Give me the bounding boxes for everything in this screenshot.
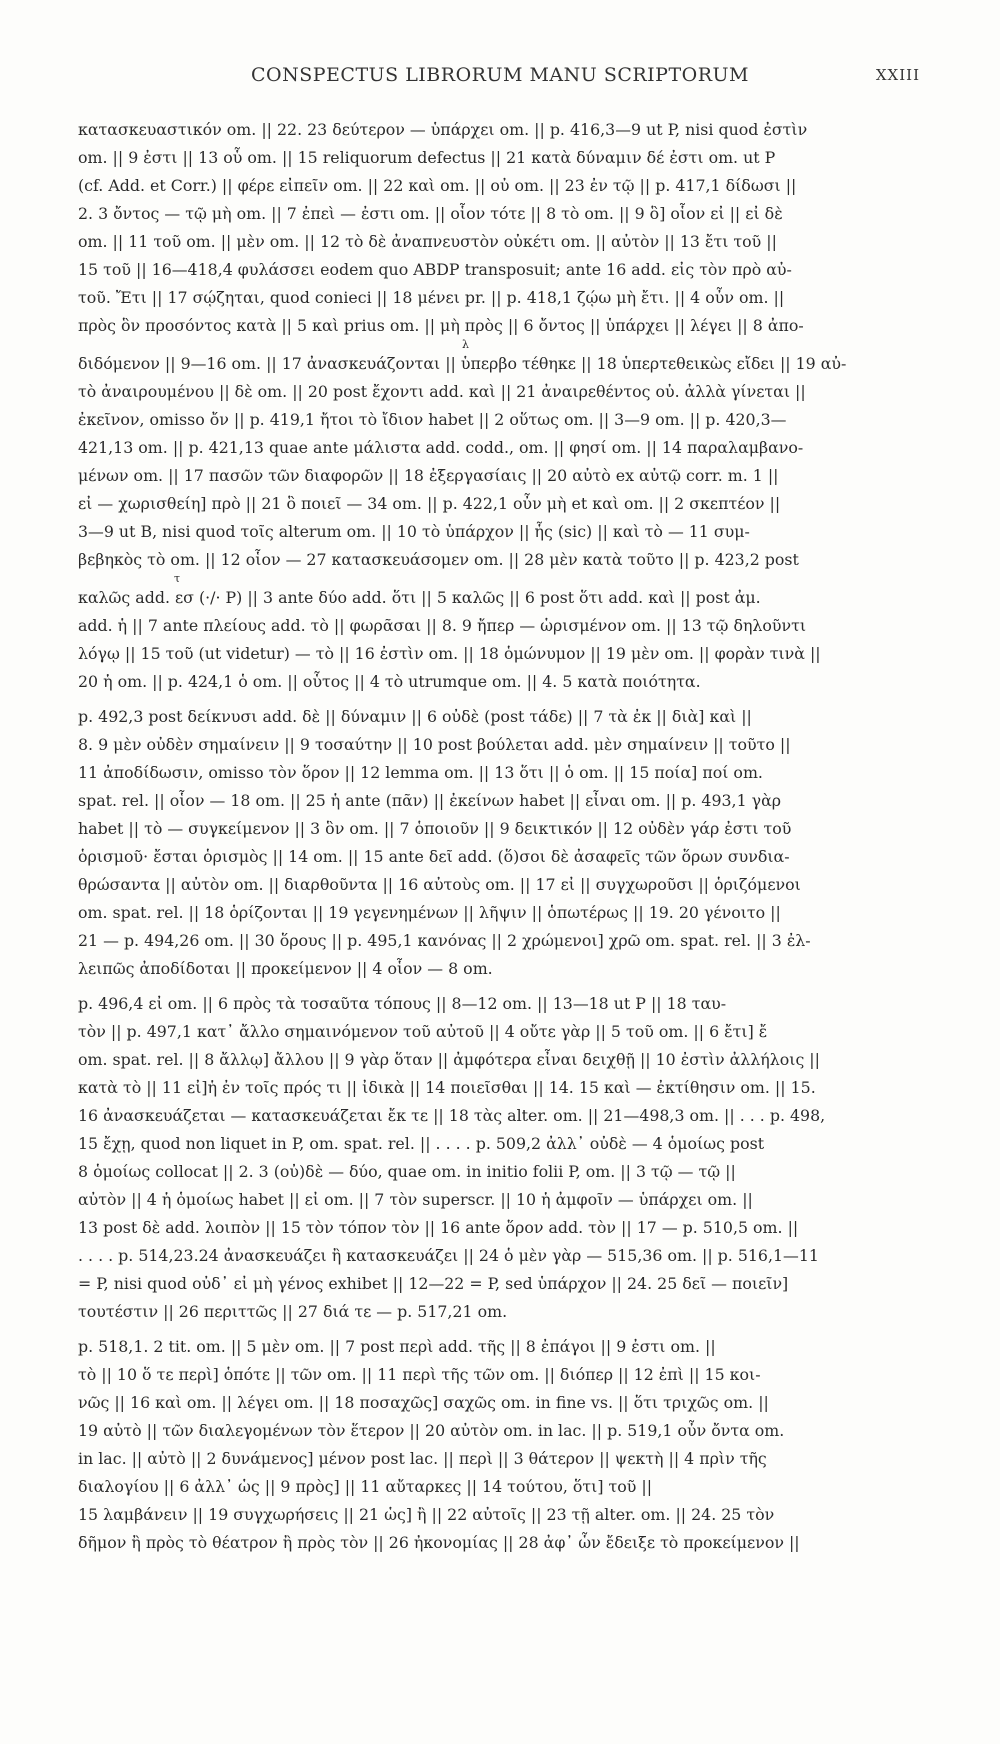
- text-line: κατὰ τὸ || 11 εἰ]ἡ ἐν τοῖς πρός τι || ἰδικὰ || 14 ποιεῖσθαι || 14. 15 καὶ — ἐκτίθησιν om. || 15.: [78, 1078, 816, 1097]
- text-line: δῆμον ἢ πρὸς τὸ θέατρον ἢ πρὸς τὸν || 26 ἠκονομίας || 28 ἀφ᾽ ὧν ἔδειξε τὸ προκείμενον ||: [78, 1533, 800, 1552]
- text-line: p. 496,4 εἰ om. || 6 πρὸς τὰ τοσαῦτα τόπους || 8—12 om. || 13—18 ut P || 18 ταυ-: [78, 994, 727, 1013]
- text-line: ὁρισμοῦ· ἔσται ὁρισμὸς || 14 om. || 15 ante δεῖ add. (ὅ)σοι δὲ ἀσαφεῖς τῶν ὅρων συνδια-: [78, 847, 790, 866]
- text-line: 421,13 om. || p. 421,13 quae ante μάλιστα add. codd., om. || φησί om. || 14 παραλαμβανο-: [78, 438, 804, 457]
- text-line: om. spat. rel. || 18 ὁρίζονται || 19 γεγενημένων || λῆψιν || ὁπωτέρως || 19. 20 γένοιτο ||: [78, 903, 781, 922]
- text-line: 3—9 ut B, nisi quod τοῖς alterum om. || 10 τὸ ὑπάρχον || ἧς (sic) || καὶ τὸ — 11 συμ-: [78, 522, 750, 541]
- text-line: μένων om. || 17 πασῶν τῶν διαφορῶν || 18 ἐξεργασίαις || 20 αὐτὸ ex αὐτῷ corr. m. 1 ||: [78, 466, 779, 485]
- text-line: 19 αὐτὸ || τῶν διαλεγομένων τὸν ἕτερον || 20 αὐτὸν om. in lac. || p. 519,1 οὖν ὄντα om.: [78, 1421, 785, 1440]
- running-title: CONSPECTUS LIBRORUM MANU SCRIPTORUM: [251, 64, 749, 86]
- text-line: = P, nisi quod οὐδ᾽ εἰ μὴ γένος exhibet || 12—22 = P, sed ὑπάρχον || 24. 25 δεῖ — ποιεῖν]: [78, 1274, 789, 1293]
- text-line: ἐκεῖνον, omisso ὄν || p. 419,1 ἤτοι τὸ ἴδιον habet || 2 οὕτως om. || 3—9 om. || p. 420,3—: [78, 410, 787, 429]
- text-line: κατασκευαστικόν om. || 22. 23 δεύτερον — ὑπάρχει om. || p. 416,3—9 ut P, nisi quod ἐστὶν: [78, 120, 808, 139]
- text-line: 21 — p. 494,26 om. || 30 ὅρους || p. 495,1 κανόνας || 2 χρώμενοι] χρῶ om. spat. rel. || 3 ἐλ-: [78, 931, 811, 950]
- text-line: τουτέστιν || 26 περιττῶς || 27 διά τε — p. 517,21 om.: [78, 1302, 508, 1321]
- text-line: habet || τὸ — συγκείμενον || 3 ὃν om. || 7 ὁποιοῦν || 9 δεικτικόν || 12 οὐδὲν γάρ ἐστι τοῦ: [78, 819, 792, 838]
- text-line: om. || 9 ἐστι || 13 οὗ om. || 15 reliquorum defectus || 21 κατὰ δύναμιν δέ ἐστι om. ut P: [78, 148, 776, 167]
- text-line: λόγῳ || 15 τοῦ (ut videtur) — τὸ || 16 ἐστὶν om. || 18 ὁμώνυμον || 19 μὲν om. || φορὰν τινὰ ||: [78, 644, 821, 663]
- text-line: αὐτὸν || 4 ἡ ὁμοίως habet || εἰ om. || 7 τὸν superscr. || 10 ἡ ἀμφοῖν — ὑπάρχει om. ||: [78, 1190, 753, 1209]
- page-number: XXIII: [875, 66, 920, 84]
- text-line: om. || 11 τοῦ om. || μὲν om. || 12 τὸ δὲ ἀναπνευστὸν οὐκέτι om. || αὐτὸν || 13 ἔτι τοῦ ||: [78, 232, 777, 251]
- text-line: add. ἡ || 7 ante πλείους add. τὸ || φωρᾶσαι || 8. 9 ἤπερ — ὡρισμένον om. || 13 τῷ δηλοῦντι: [78, 616, 807, 635]
- text-line: 11 ἀποδίδωσιν, omisso τὸν ὅρον || 12 lemma om. || 13 ὅτι || ὁ om. || 15 ποία] ποί om.: [78, 763, 763, 782]
- text-line: (cf. Add. et Corr.) || φέρε εἰπεῖν om. || 22 καὶ om. || οὐ om. || 23 ἐν τῷ || p. 417,1 δίδωσι ||: [78, 176, 797, 195]
- text-line: διαλογίου || 6 ἀλλ᾽ ὡς || 9 πρὸς] || 11 αὔταρκες || 14 τούτου, ὅτι] τοῦ ||: [78, 1477, 653, 1496]
- text-line: εἰ — χωρισθείη] πρὸ || 21 ὃ ποιεῖ — 34 om. || p. 422,1 οὖν μὴ et καὶ om. || 2 σκεπτέον ||: [78, 494, 781, 513]
- text-line: τὸν || p. 497,1 κατ᾽ ἄλλο σημαινόμενον τοῦ αὐτοῦ || 4 οὔτε γὰρ || 5 τοῦ om. || 6 ἔτι] ἔ: [78, 1022, 768, 1041]
- text-line: 8. 9 μὲν οὐδὲν σημαίνειν || 9 τοσαύτην || 10 post βούλεται add. μὲν σημαίνειν || τοῦτο ||: [78, 735, 791, 754]
- text-line: om. spat. rel. || 8 ἄλλῳ] ἄλλου || 9 γὰρ ὅταν || ἀμφότερα εἶναι δειχθῇ || 10 ἐστὶν ἀλλήλοις ||: [78, 1050, 820, 1069]
- text-line: p. 518,1. 2 tit. om. || 5 μὲν om. || 7 post περὶ add. τῆς || 8 ἐπάγοι || 9 ἐστι om. ||: [78, 1337, 716, 1356]
- page-header: [0, 64, 1000, 94]
- text-line: θρώσαντα || αὐτὸν om. || διαρθοῦντα || 16 αὐτοὺς om. || 17 εἰ || συγχωροῦσι || ὁριζόμενοι: [78, 875, 801, 894]
- text-line: νῶς || 16 καὶ om. || λέγει om. || 18 ποσαχῶς] σαχῶς om. in fine vs. || ὅτι τριχῶς om. ||: [78, 1393, 769, 1412]
- apparatus-text: [78, 116, 934, 1557]
- text-line: λειπῶς ἀποδίδοται || προκείμενον || 4 οἷον — 8 om.: [78, 959, 493, 978]
- interlinear-mark: τ: [174, 572, 181, 585]
- text-line: 13 post δὲ add. λοιπὸν || 15 τὸν τόπον τὸν || 16 ante ὅρον add. τὸν || 17 — p. 510,5 om. ||: [78, 1218, 799, 1237]
- text-line: τὸ ἀναιρουμένου || δὲ om. || 20 post ἔχοντι add. καὶ || 21 ἀναιρεθέντος οὐ. ἀλλὰ γίνεται ||: [78, 382, 806, 401]
- text-line: 8 ὁμοίως collocat || 2. 3 (οὐ)δὲ — δύο, quae om. in initio folii P, om. || 3 τῷ — τῷ ||: [78, 1162, 736, 1181]
- text-line: spat. rel. || οἷον — 18 om. || 25 ἡ ante (πᾶν) || ἐκείνων habet || εἶναι om. || p. 493,1 γὰρ: [78, 791, 782, 810]
- text-line: . . . . p. 514,23.24 ἀνασκευάζει ἢ κατασκευάζει || 24 ὁ μὲν γὰρ — 515,36 om. || p. 516,1—11: [78, 1246, 819, 1265]
- text-line: βεβηκὸς τὸ om. || 12 οἷον — 27 κατασκευάσομεν om. || 28 μὲν κατὰ τοῦτο || p. 423,2 post: [78, 550, 799, 569]
- text-line: 20 ἡ om. || p. 424,1 ὁ om. || οὗτος || 4 τὸ utrumque om. || 4. 5 κατὰ ποιότητα.: [78, 672, 701, 691]
- text-line: in lac. || αὐτὸ || 2 δυνάμενος] μένον post lac. || περὶ || 3 θάτερον || ψεκτὴ || 4 πρὶν τῆς: [78, 1449, 767, 1468]
- text-line: πρὸς ὃν προσόντος κατὰ || 5 καὶ prius om. || μὴ πρὸς || 6 ὄντος || ὑπάρχει || λέγει || 8 ἀπο-: [78, 316, 804, 335]
- text-line: 15 τοῦ || 16—418,4 φυλάσσει eodem quo ABDP transposuit; ante 16 add. εἰς τὸν πρὸ αὐ-: [78, 260, 792, 279]
- text-line: 2. 3 ὄντος — τῷ μὴ om. || 7 ἐπεὶ — ἐστι om. || οἷον τότε || 8 τὸ om. || 9 ὃ] οἷον εἰ || εἰ δὲ: [78, 204, 783, 223]
- text-line: 15 λαμβάνειν || 19 συγχωρήσεις || 21 ὡς] ἢ || 22 αὐτοῖς || 23 τῇ alter. om. || 24. 25 τὸν: [78, 1505, 775, 1524]
- text-line: p. 492,3 post δείκνυσι add. δὲ || δύναμιν || 6 οὐδὲ (post τάδε) || 7 τὰ ἐκ || διὰ] καὶ ||: [78, 707, 752, 726]
- text-line: 15 ἔχῃ, quod non liquet in P, om. spat. rel. || . . . . p. 509,2 ἀλλ᾽ οὐδὲ — 4 ὁμοίως post: [78, 1134, 765, 1153]
- text-line: διδόμενον || 9—16 om. || 17 ἀνασκευάζονται || ὑπερβο τέθηκε || 18 ὑπερτεθεικὼς εἴδει || 19 αὐ-: [78, 354, 847, 373]
- interlinear-mark: λ: [462, 338, 469, 351]
- text-line: τοῦ. Ἔτι || 17 σῴζηται, quod conieci || 18 μένει pr. || p. 418,1 ζῴω μὴ ἔτι. || 4 οὖν om. ||: [78, 288, 785, 307]
- text-line: καλῶς add. εσ (·/· P) || 3 ante δύο add. ὅτι || 5 καλῶς || 6 post ὅτι add. καὶ || post ἀμ.: [78, 588, 761, 607]
- text-line: 16 ἀνασκευάζεται — κατασκευάζεται ἔκ τε || 18 τὰς alter. om. || 21—498,3 om. || . . . p. 498,: [78, 1106, 826, 1125]
- text-line: τὸ || 10 ὅ τε περὶ] ὁπότε || τῶν om. || 11 περὶ τῆς τῶν om. || διόπερ || 12 ἐπὶ || 15 κοι-: [78, 1365, 761, 1384]
